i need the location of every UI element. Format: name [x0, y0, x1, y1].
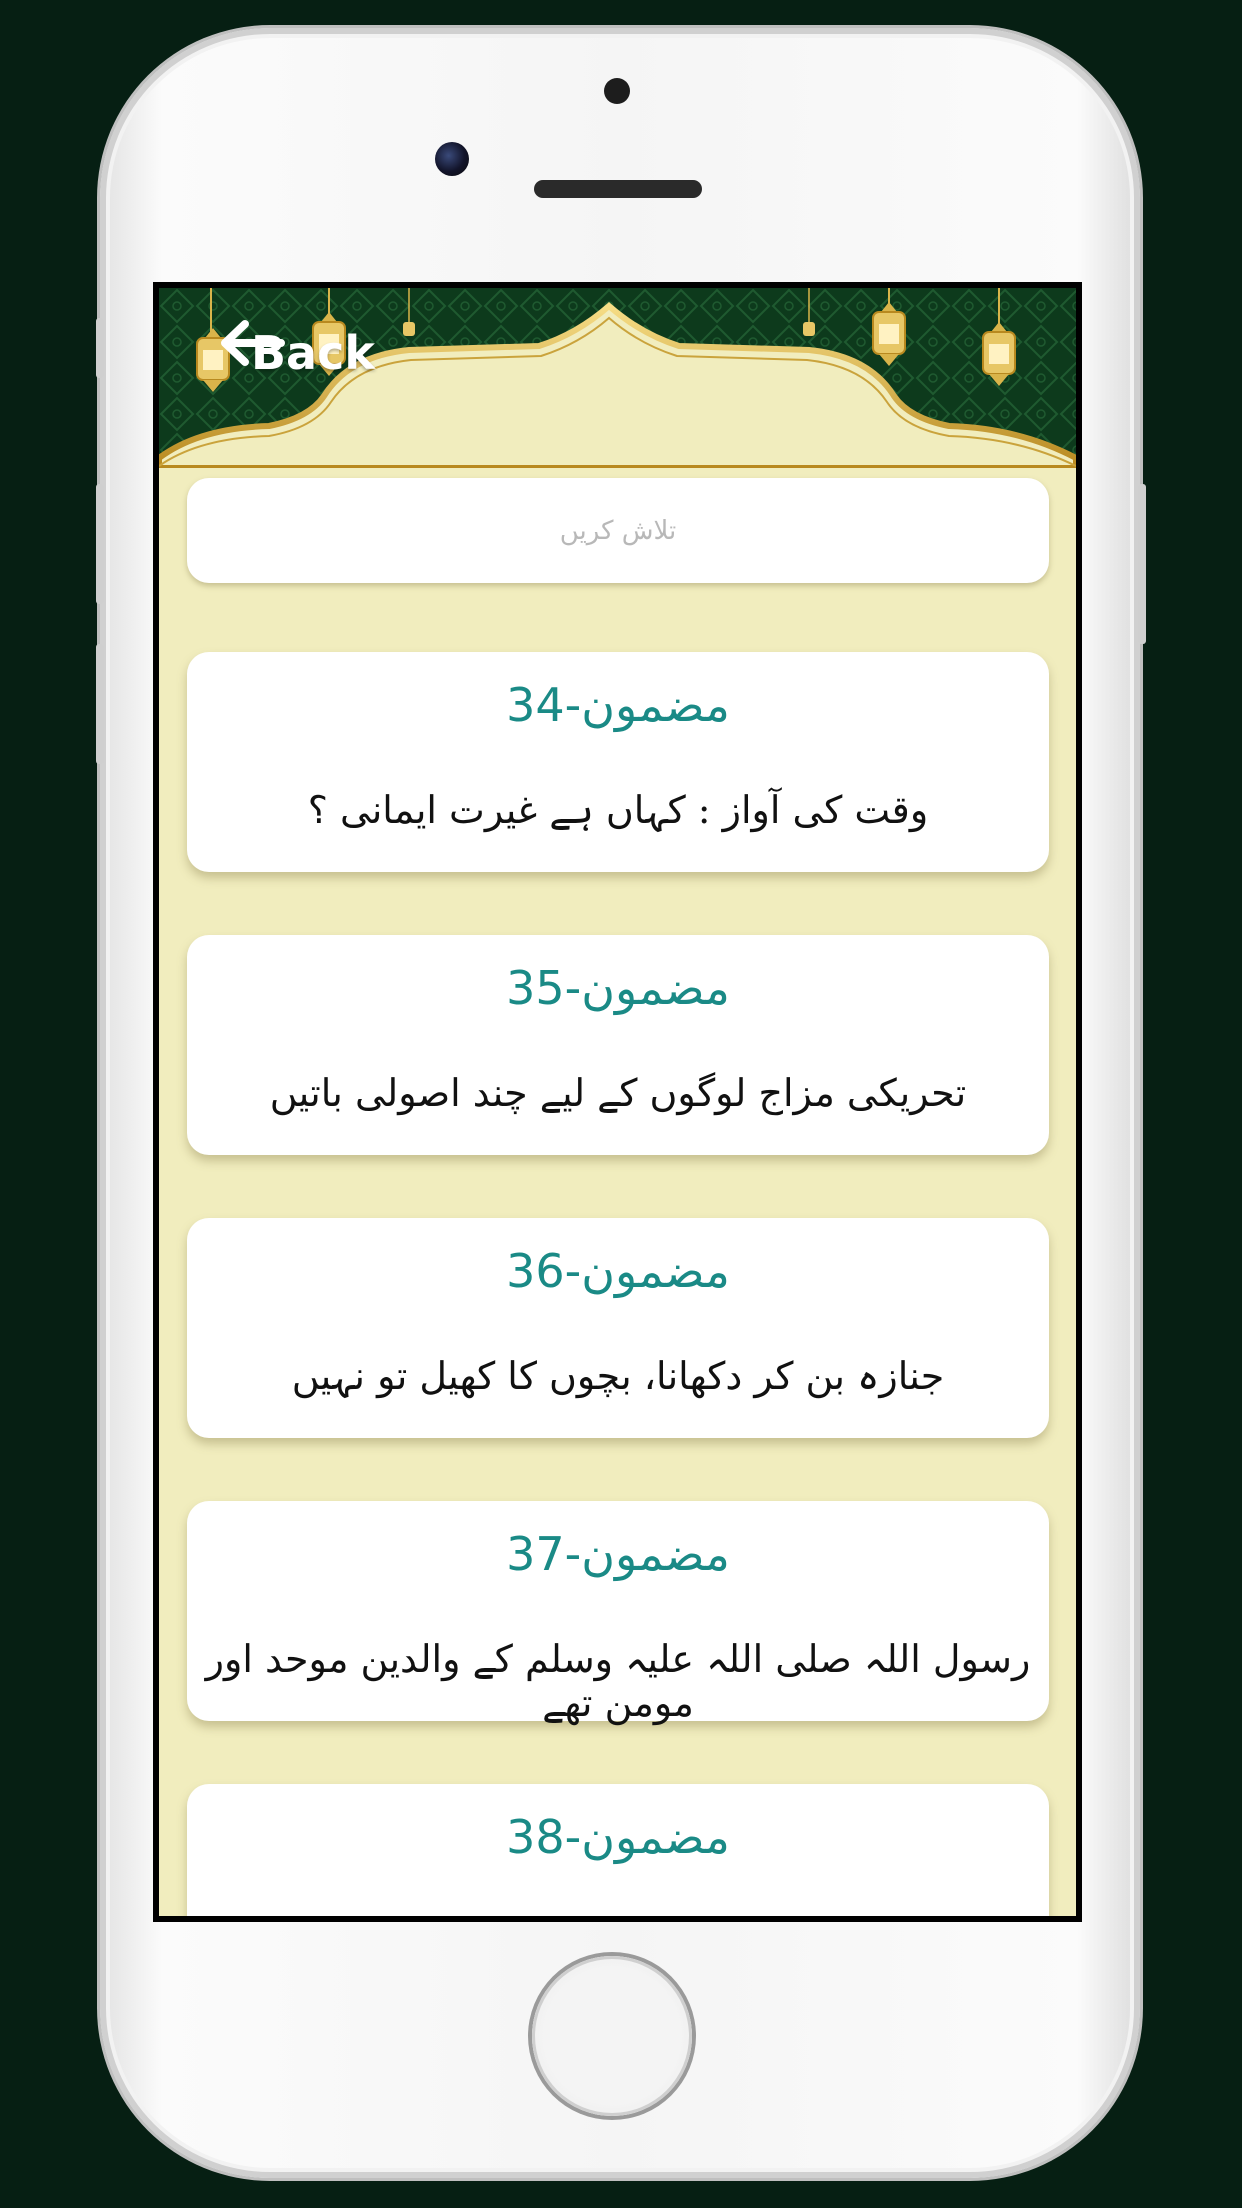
article-title: تحریکی مزاج لوگوں کے لیے چند اصولی باتیں	[269, 1071, 967, 1115]
arrow-left-icon	[215, 318, 285, 368]
lantern-small-icon	[399, 318, 419, 342]
volume-up-button	[96, 484, 104, 604]
article-number: مضمون-35	[506, 961, 730, 1015]
header	[159, 288, 1076, 468]
home-button[interactable]	[532, 1956, 692, 2116]
article-title: جنازہ بن کر دکھانا، بچوں کا کھیل تو نہیں	[291, 1354, 945, 1398]
article-number: مضمون-36	[506, 1244, 730, 1298]
list-item[interactable]	[187, 1784, 1049, 1916]
side-button	[96, 318, 104, 378]
article-number: مضمون-38	[506, 1810, 730, 1864]
front-camera	[435, 142, 469, 176]
app-content	[159, 288, 1076, 1916]
list-item[interactable]	[187, 1501, 1049, 1725]
volume-down-button	[96, 644, 104, 764]
list-item[interactable]	[187, 935, 1049, 1155]
article-number: مضمون-34	[506, 678, 730, 732]
article-title: رسول اللہ صلی اللہ علیہ وسلم کے والدین موحد اور مومن تھے	[205, 1637, 1031, 1725]
search-input[interactable]	[187, 478, 1049, 583]
list-item[interactable]	[187, 1218, 1049, 1438]
search-placeholder: تلاش کریں	[559, 515, 677, 546]
back-button[interactable]	[215, 318, 375, 388]
back-label: Back	[251, 326, 375, 380]
list-item[interactable]	[187, 652, 1049, 872]
earpiece-speaker	[534, 180, 702, 198]
power-button	[1138, 484, 1146, 644]
article-title: وقت کی آواز : کہاں ہے غیرت ایمانی ؟	[307, 788, 929, 832]
article-list	[187, 652, 1049, 1916]
lantern-icon	[867, 302, 911, 366]
lantern-icon	[977, 322, 1021, 386]
lantern-small-icon	[799, 318, 819, 342]
proximity-sensor	[604, 78, 630, 104]
article-number: مضمون-37	[506, 1527, 730, 1581]
screen	[153, 282, 1082, 1922]
